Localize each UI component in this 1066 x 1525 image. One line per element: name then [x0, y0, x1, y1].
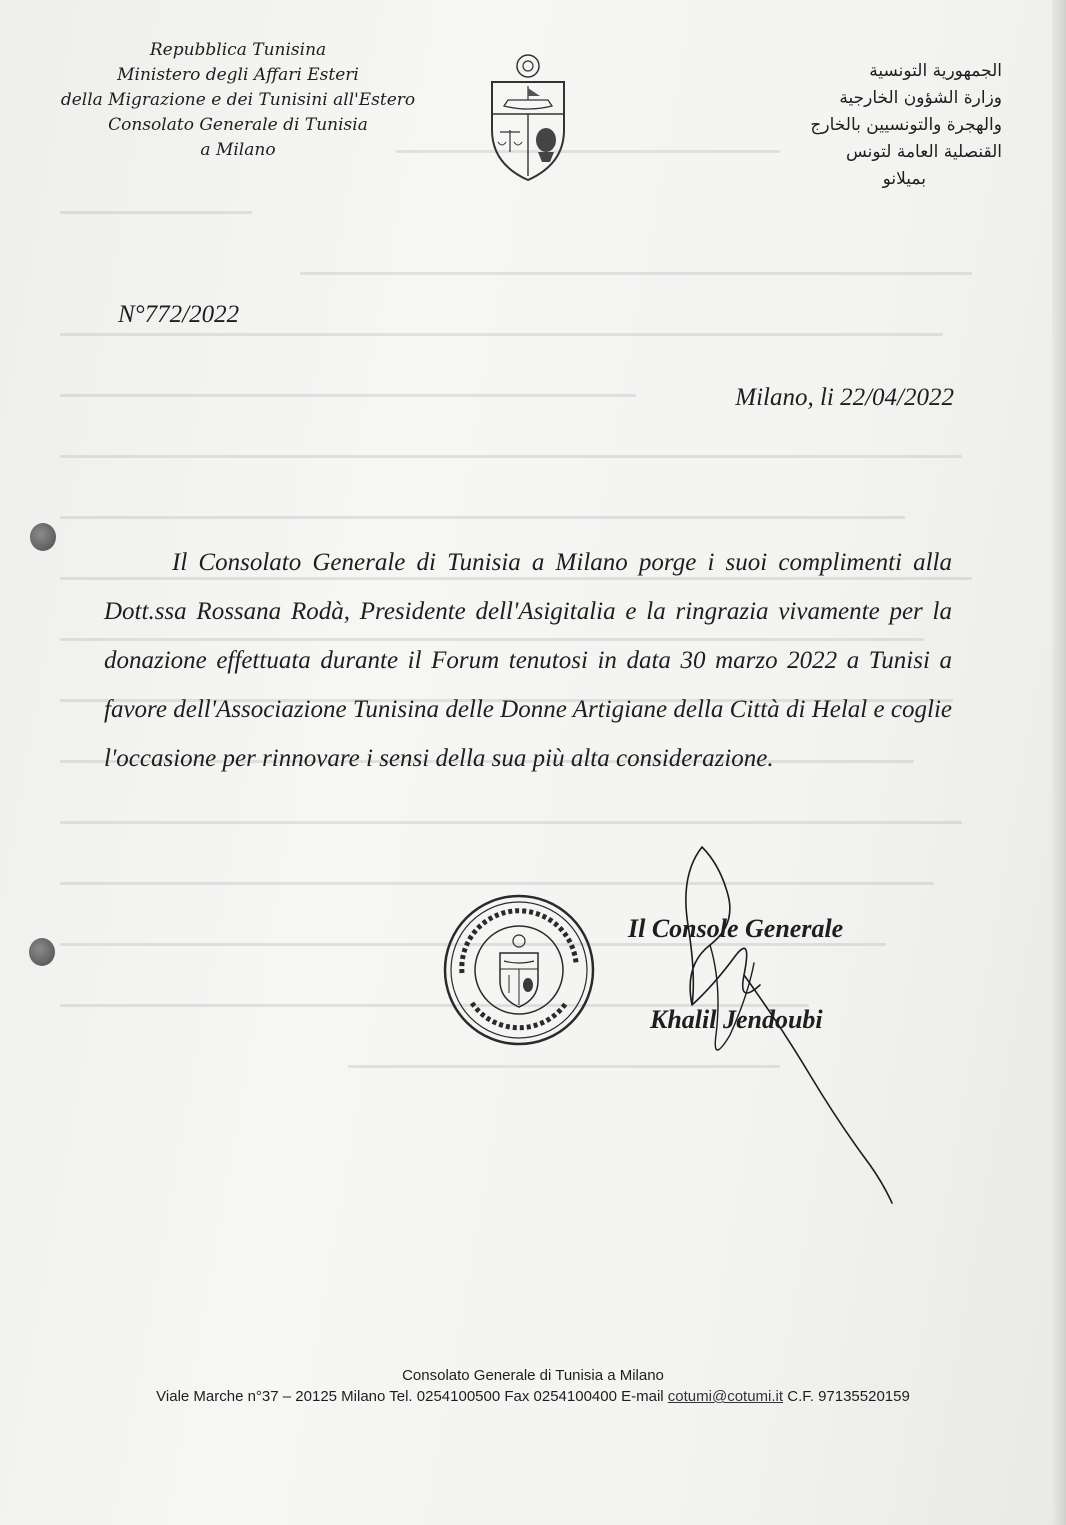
- consulate-stamp-seal-icon: [442, 893, 596, 1047]
- punch-hole-lower: [29, 938, 55, 966]
- footer-address-line: [0, 1386, 1066, 1408]
- footer-address: Viale Marche n°37 – 20125 Milano Tel. 0254100500 Fax 0254100400 E-mail: [156, 1388, 668, 1405]
- letterhead-ar-line-3: والهجرة والتونسيين بالخارج: [810, 115, 1002, 135]
- letterhead-arabic: [742, 58, 1002, 193]
- letterhead-line-2: Ministero degli Affari Esteri: [117, 65, 359, 85]
- page-edge: [1052, 0, 1066, 1525]
- letterhead-line-5: a Milano: [200, 140, 276, 160]
- letter-footer: [0, 1366, 1066, 1408]
- letterhead-line-1: Repubblica Tunisina: [149, 40, 327, 60]
- protocol-number: N°772/2022: [118, 301, 240, 328]
- letterhead-italian: [58, 38, 418, 163]
- punch-hole-upper: [30, 523, 56, 551]
- footer-tax-code: C.F. 97135520159: [783, 1388, 910, 1405]
- letterhead-ar-line-2: وزارة الشؤون الخارجية: [839, 88, 1002, 108]
- letterhead-ar-line-4: القنصلية العامة لتونس: [845, 142, 1002, 162]
- letterhead-line-3: della Migrazione e dei Tunisini all'Estero: [60, 90, 416, 110]
- letterhead-ar-line-5: بميلانو: [882, 169, 926, 189]
- letter-body: Il Consolato Generale di Tunisia a Milano porge i suoi complimenti alla Dott.ssa Rossana Rodà, Presidente dell'Asigitalia e la ringrazia vivamente per la donazione effettuata durante il Forum tenutosi in data 30 marzo 2022 a Tunisi a favore dell'Associazione Tunisina delle Donne Artigiane della Città di Helal e coglie l'occasione per rinnovare i sensi della sua più alta considerazione.: [104, 549, 952, 772]
- handwritten-signature: [640, 835, 900, 1215]
- tunisian-coat-of-arms-icon: [484, 52, 572, 184]
- footer-email-link[interactable]: cotumi@cotumi.it: [667, 1388, 784, 1405]
- place-and-date: Milano, li 22/04/2022: [735, 384, 954, 411]
- letterhead-ar-line-1: الجمهورية التونسية: [869, 61, 1002, 81]
- signatory-name: Khalil Jendoubi: [650, 1005, 823, 1034]
- signatory-title: Il Console Generale: [628, 914, 844, 943]
- footer-consulate-name: Consolato Generale di Tunisia a Milano: [402, 1367, 664, 1384]
- letterhead-line-4: Consolato Generale di Tunisia: [108, 115, 368, 135]
